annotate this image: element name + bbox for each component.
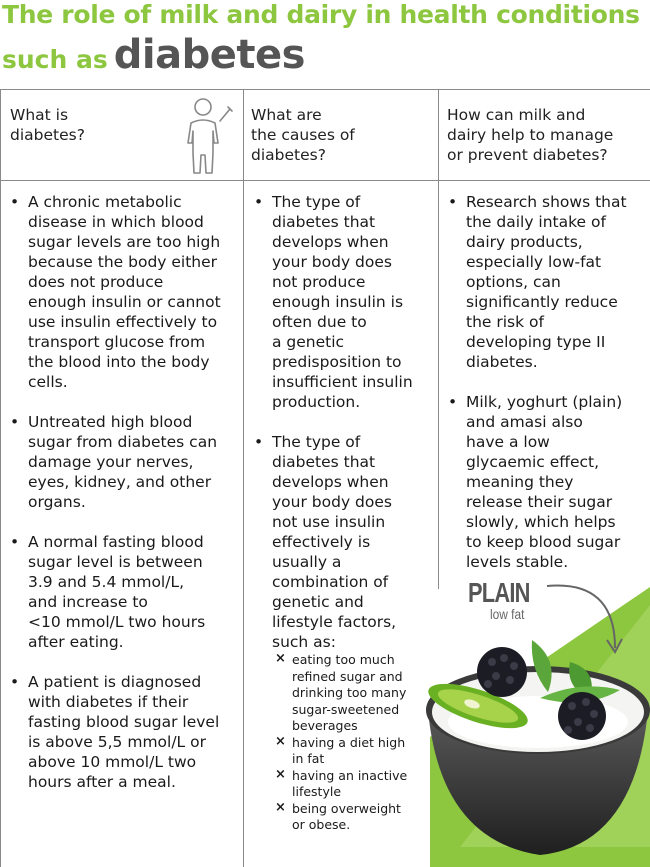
text-line: develops when <box>272 233 389 251</box>
text-line: effectively is <box>272 533 371 551</box>
header-manage-prevent <box>447 105 647 165</box>
bullet-item <box>5 672 241 792</box>
header-causes <box>251 105 431 165</box>
text-line: your body does <box>272 493 392 511</box>
table-top-rule <box>0 89 650 90</box>
text-line: to keep blood sugar <box>466 533 621 551</box>
text-line: × having a diet high <box>292 734 406 750</box>
text-line: eyes, kidney, and other <box>28 473 212 491</box>
text-line: damage your nerves, <box>28 453 194 471</box>
bullet-item <box>5 412 241 512</box>
text-line: developing type II <box>466 333 606 351</box>
text-line: with diabetes if their <box>28 693 189 711</box>
text-line: not use insulin <box>272 513 386 531</box>
text-line: and amasi also <box>466 413 583 431</box>
person-outline-icon <box>176 95 236 177</box>
text-line: such as: <box>272 633 336 651</box>
text-line: enough insulin is <box>272 293 404 311</box>
column-causes <box>249 192 439 854</box>
text-line: What are <box>251 106 322 124</box>
text-line: disease in which blood <box>28 213 204 231</box>
risk-factor-list <box>272 652 439 834</box>
text-line: levels stable. <box>466 553 569 571</box>
text-line: production. <box>272 393 361 411</box>
column-what-is <box>5 192 241 812</box>
text-line: diabetes that <box>272 213 376 231</box>
text-line: insufficient insulin <box>272 373 413 391</box>
text-line: × eating too much <box>292 652 395 667</box>
header-rule <box>0 180 650 181</box>
text-line: dairy help to manage <box>447 126 614 144</box>
text-line: in fat <box>292 751 325 766</box>
title-lead: such as <box>2 45 108 74</box>
text-line: slowly, which helps <box>466 513 616 531</box>
text-line: the daily intake of <box>466 213 606 231</box>
text-line: sugar level is between <box>28 553 203 571</box>
header-what-is-diabetes <box>10 105 170 145</box>
text-line: How can milk and <box>447 106 586 124</box>
plain-label: PLAIN <box>468 577 530 608</box>
bullet-item <box>443 192 648 372</box>
col-divider-1 <box>243 89 244 867</box>
text-line: glycaemic effect, <box>466 453 600 471</box>
low-fat-label: low fat <box>490 606 525 622</box>
page-title-line1: The role of milk and dairy in health conditions <box>2 0 640 29</box>
text-line: 3.9 and 5.4 mmol/L, <box>28 573 185 591</box>
text-line: not produce <box>272 273 366 291</box>
text-line: a genetic <box>272 333 345 351</box>
text-line: fasting blood sugar level <box>28 713 220 731</box>
text-line: diabetes? <box>10 126 85 144</box>
text-line: diabetes. <box>466 353 538 371</box>
text-line: transport glucose from <box>28 333 206 351</box>
text-line: because the body either <box>28 253 218 271</box>
text-line: • Untreated high blood <box>28 413 193 431</box>
text-line: does not produce <box>28 273 164 291</box>
bullet-item <box>249 192 439 412</box>
bullet-item <box>5 532 241 652</box>
text-line: or obese. <box>292 817 351 832</box>
text-line: above 10 mmol/L two <box>28 753 197 771</box>
text-line: develops when <box>272 473 389 491</box>
text-line: × being overweight <box>292 800 401 816</box>
risk-factor-item <box>272 801 439 834</box>
text-line: refined sugar and <box>292 668 403 684</box>
text-line: often due to <box>272 313 367 331</box>
yoghurt-bowl-illustration <box>420 640 650 867</box>
bullet-item <box>5 192 241 392</box>
page-title-line2 <box>2 32 305 78</box>
text-line: • The type of <box>272 433 361 451</box>
text-line: • The type of <box>272 193 361 211</box>
text-line: × having an inactive <box>292 767 408 783</box>
text-line: diabetes that <box>272 453 376 471</box>
text-line: sugar levels are too high <box>28 233 221 251</box>
text-line: • Research shows that <box>466 193 627 211</box>
risk-factor-item <box>272 735 439 768</box>
risk-factor-item <box>272 768 439 801</box>
text-line: • A chronic metabolic <box>28 193 182 211</box>
text-line: genetic and <box>272 593 364 611</box>
text-line: • A normal fasting blood <box>28 533 204 551</box>
text-line: predisposition to <box>272 353 402 371</box>
text-line: lifestyle <box>292 784 342 799</box>
text-line: What is <box>10 106 69 124</box>
text-line: enough insulin or cannot <box>28 293 221 311</box>
text-line: after eating. <box>28 633 124 651</box>
text-line: usually a <box>272 553 342 571</box>
text-line: especially low-fat <box>466 253 602 271</box>
text-line: the blood into the body <box>28 353 210 371</box>
text-line: sugar-sweetened <box>292 701 400 717</box>
text-line: and increase to <box>28 593 148 611</box>
text-line: • Milk, yoghurt (plain) <box>466 393 623 411</box>
bullet-item <box>249 432 439 834</box>
text-line: options, can <box>466 273 561 291</box>
text-line: <10 mmol/L two hours <box>28 613 206 631</box>
text-line: beverages <box>292 718 358 733</box>
text-line: sugar from diabetes can <box>28 433 218 451</box>
text-line: combination of <box>272 573 389 591</box>
risk-factor-item <box>272 652 439 735</box>
text-line: your body does <box>272 253 392 271</box>
column-manage <box>443 192 648 592</box>
text-line: lifestyle factors, <box>272 613 397 631</box>
text-line: meaning they <box>466 473 574 491</box>
text-line: the causes of <box>251 126 355 144</box>
text-line: organs. <box>28 493 86 511</box>
text-line: the risk of <box>466 313 544 331</box>
text-line: drinking too many <box>292 685 407 700</box>
text-line: cells. <box>28 373 68 391</box>
text-line: • A patient is diagnosed <box>28 673 202 691</box>
text-line: use insulin effectively to <box>28 313 218 331</box>
bullet-item <box>443 392 648 572</box>
text-line: diabetes? <box>251 146 326 164</box>
text-line: significantly reduce <box>466 293 618 311</box>
text-line: hours after a meal. <box>28 773 176 791</box>
col-divider-left <box>0 89 1 867</box>
text-line: dairy products, <box>466 233 583 251</box>
title-keyword: diabetes <box>113 32 305 78</box>
text-line: is above 5,5 mmol/L or <box>28 733 206 751</box>
text-line: release their sugar <box>466 493 613 511</box>
text-line: have a low <box>466 433 550 451</box>
text-line: or prevent diabetes? <box>447 146 608 164</box>
